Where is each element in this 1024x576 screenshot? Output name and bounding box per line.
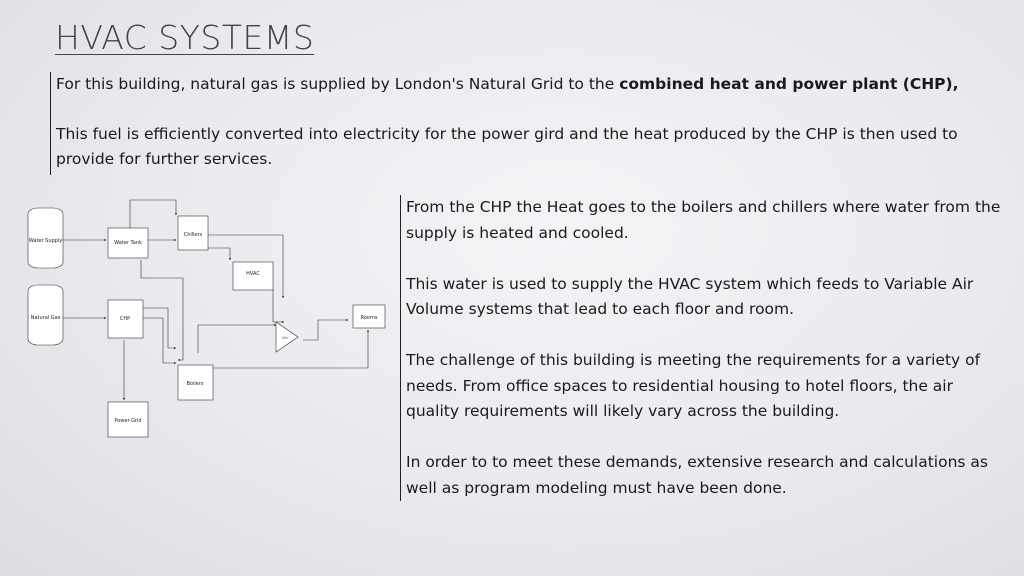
hvac-flow-diagram [18,190,398,450]
edge-vav-rooms [303,320,348,340]
boilers-label: Boilers [186,381,204,387]
edge-boilers-vav [198,325,276,353]
water-tank-label: Water Tank [114,240,142,246]
power-grid-label: Power Grid [114,418,142,424]
edge-chillers-hvac-2 [208,248,230,260]
slide-title: HVAC SYSTEMS [55,18,315,57]
intro-line1-text: For this building, natural gas is supplied by London's Natural Grid to the [56,75,620,93]
right-text-block [400,195,1010,501]
edge-chp-boilers [143,318,176,363]
intro-paragraph-2: This fuel is efficiently converted into electricity for the power gird and the heat produced by the CHP is then used to provide for further services. [56,125,958,168]
hvac-label: HVAC [246,271,260,277]
edge-chp-boilers-2 [143,308,176,348]
edge-tank-boilers [141,260,183,360]
natural-gas-label: Natural Gas [30,315,61,321]
rooms-label: Rooms [360,315,378,321]
chp-label: CHP [119,316,131,322]
edge-tank-chillers [130,200,176,228]
right-paragraph-3: The challenge of this building is meeting the requirements for a variety of needs. From office spaces to residential housing to hotel floors, the air quality requirements will likely vary across the building. [406,351,981,420]
right-paragraph-4: In order to to meet these demands, extensive research and calculations as well as program modeling must have been done. [406,453,988,497]
intro-paragraph-1 [56,72,1010,97]
chillers-label: Chillers [183,232,203,238]
intro-line1-bold: combined heat and power plant (CHP), [619,75,959,93]
edge-hvac-vav [273,290,284,322]
right-paragraph-1: From the CHP the Heat goes to the boilers and chillers where water from the supply is heated and cooled. [406,198,1001,242]
right-paragraph-2: This water is used to supply the HVAC system which feeds to Variable Air Volume systems that lead to each floor and room. [406,274,974,318]
intro-text-block [50,72,1010,175]
water-supply-label: Water Supply [28,238,63,244]
vav-label: VAV [281,336,289,340]
